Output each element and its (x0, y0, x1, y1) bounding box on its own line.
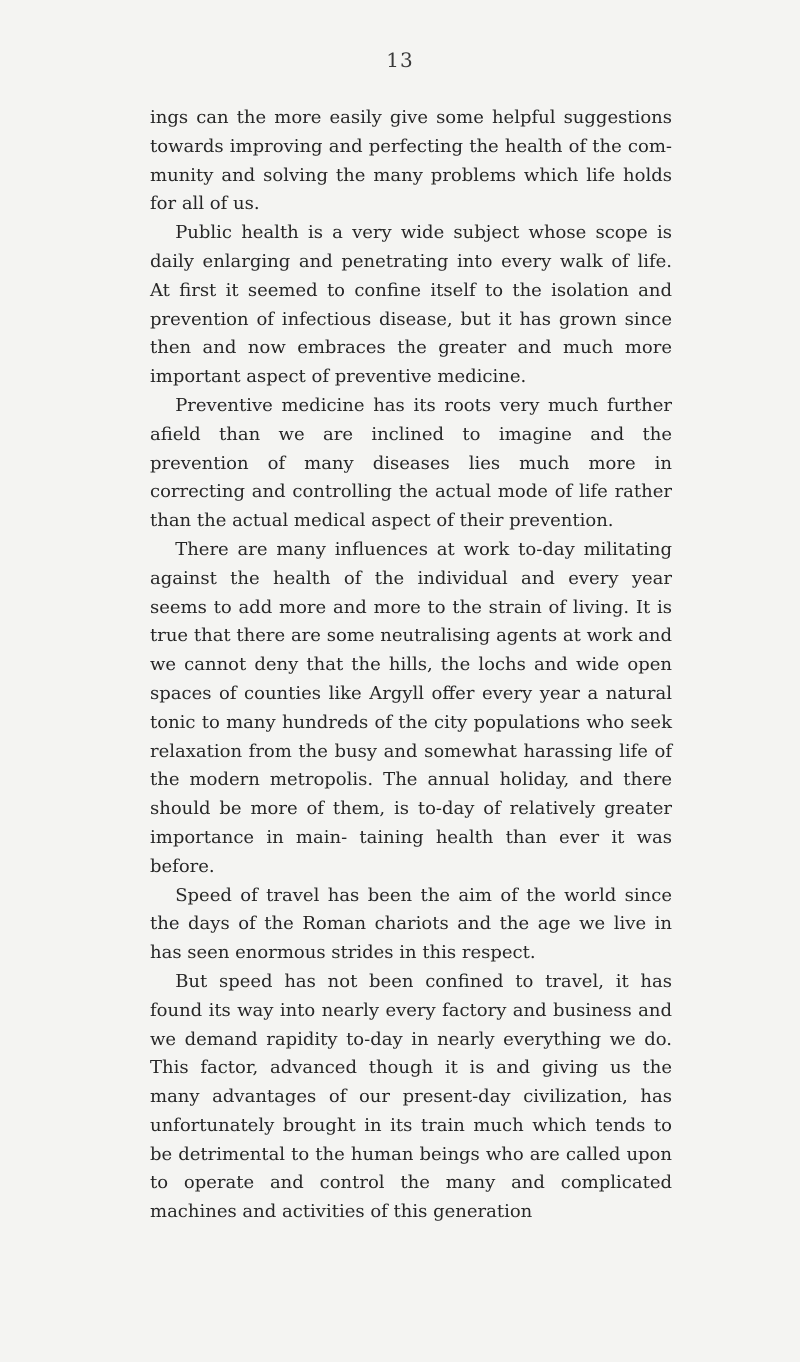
paragraph-6: But speed has not been confined to travel, it has found its way into nearly every factory and business and we demand rapidity to-day in nearly everything we do. This factor, advanced though it is and giving us the many advantages of our present-day civilization, has unfortunately brought in its train much which tends to be detrimental to the human beings who are called upon to operate and control the many and complicated machines and activities of this generation (150, 970, 672, 1223)
paragraph-1: ings can the more easily give some helpful suggestions towards improving and perfecting the health of the com- munity and solving the many problems which life holds for all of us. (150, 107, 672, 215)
paragraph-4: There are many influences at work to-day militating against the health of the individual and every year seems to add more and more to the strain of living. It is true that there are some neutralising agents at work and we cannot deny that the hills, the lochs and wide open spaces of counties like Argyll offer every year a natural tonic to many hundreds of the city populations who seek relaxation from the busy and somewhat harassing life of the modern metropolis. The annual holiday, and there should be more of them, is to-day of relatively greater importance in main- taining health than ever it was before. (150, 538, 672, 877)
paragraph-2: Public health is a very wide subject whose scope is daily enlarging and penetrating into every walk of life. At first it seemed to confine itself to the isolation and prevention of infectious disease, but it has grown since then and now embraces the greater and much more important aspect of preventive medicine. (150, 222, 672, 388)
paragraph-3: Preventive medicine has its roots very much further afield than we are inclined to imagine and the prevention of many diseases lies much more in correcting and controlling the actual mode of life rather than the actual medical aspect of their prevention. (150, 394, 672, 532)
page-number: 13 (386, 48, 414, 72)
paragraph-5: Speed of travel has been the aim of the world since the days of the Roman chariots and the age we live in has seen enormous strides in this respect. (150, 884, 672, 964)
body-text (150, 104, 672, 1227)
